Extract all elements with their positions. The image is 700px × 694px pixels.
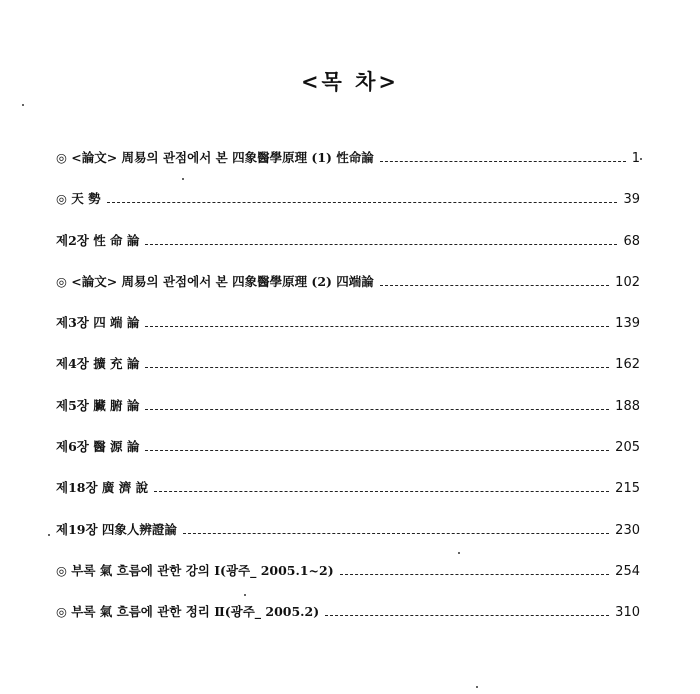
toc-page-number: 254 (615, 563, 640, 579)
toc-entry (56, 231, 640, 272)
toc-entry (56, 478, 640, 519)
dot-leader (380, 161, 626, 162)
scan-speck (182, 178, 184, 180)
scan-speck (22, 104, 24, 106)
toc-page-number: 230 (615, 522, 640, 538)
toc-entry-title: 제18장 廣 濟 說 (56, 480, 149, 496)
scan-speck (476, 686, 478, 688)
toc-entry-title: 제5장 臟 腑 論 (56, 397, 140, 413)
scan-speck (458, 552, 460, 554)
toc-page-number: 205 (615, 440, 640, 456)
toc-page-number: 39 (623, 192, 640, 208)
toc-entry (56, 189, 640, 230)
toc-entry (56, 437, 640, 478)
dot-leader (145, 367, 609, 368)
toc-page-number: 1 (631, 151, 640, 166)
toc-entry (56, 396, 640, 437)
toc-entry-title: ◎ 天 勢 (56, 191, 101, 207)
toc-page-number: 188 (615, 398, 640, 414)
dot-leader (154, 491, 609, 492)
dot-leader (145, 450, 609, 451)
scan-speck (640, 158, 642, 160)
toc-entry (56, 602, 640, 643)
toc-entry (56, 313, 640, 354)
dot-leader (380, 285, 609, 286)
dot-leader (145, 409, 609, 410)
toc-page-number: 310 (615, 605, 640, 621)
toc-entry-title: ◎ 부록 氣 흐름에 관한 강의 Ⅰ(광주_ 2005.1~2) (56, 562, 334, 578)
toc-entry-title: 제2장 性 命 論 (56, 232, 140, 248)
toc-page-number: 139 (615, 316, 640, 332)
toc-entry-title: 제4장 擴 充 論 (56, 356, 140, 372)
toc-entry-title: ◎ <論文> 周易의 관점에서 본 四象醫學原理 (1) 性命論 (56, 150, 374, 165)
toc-page-number: 215 (615, 481, 640, 497)
toc-entry (56, 561, 640, 602)
toc-entry-title: 제19장 四象人辨證論 (56, 521, 177, 537)
toc-entry-title: 제3장 四 端 論 (56, 315, 140, 331)
dot-leader (107, 202, 618, 203)
toc-entry (56, 148, 640, 189)
toc-entry (56, 354, 640, 395)
toc-entry-title: ◎ 부록 氣 흐름에 관한 정리 Ⅱ(광주_ 2005.2) (56, 604, 320, 620)
dot-leader (145, 326, 609, 327)
toc-page-number: 68 (623, 233, 640, 249)
toc-entry-title: ◎ <論文> 周易의 관점에서 본 四象醫學原理 (2) 四端論 (56, 273, 374, 289)
toc-entry (56, 520, 640, 561)
table-of-contents (56, 148, 640, 644)
page-title: <목 차> (300, 69, 400, 94)
dot-leader (325, 615, 609, 616)
dot-leader (145, 244, 617, 245)
toc-entry-title: 제6장 醫 源 論 (56, 439, 140, 455)
toc-entry (56, 272, 640, 313)
toc-page-number: 162 (615, 357, 640, 373)
scan-speck (244, 594, 246, 596)
toc-page-number: 102 (615, 274, 640, 290)
dot-leader (340, 574, 610, 575)
scan-speck (48, 534, 50, 536)
dot-leader (183, 533, 609, 534)
